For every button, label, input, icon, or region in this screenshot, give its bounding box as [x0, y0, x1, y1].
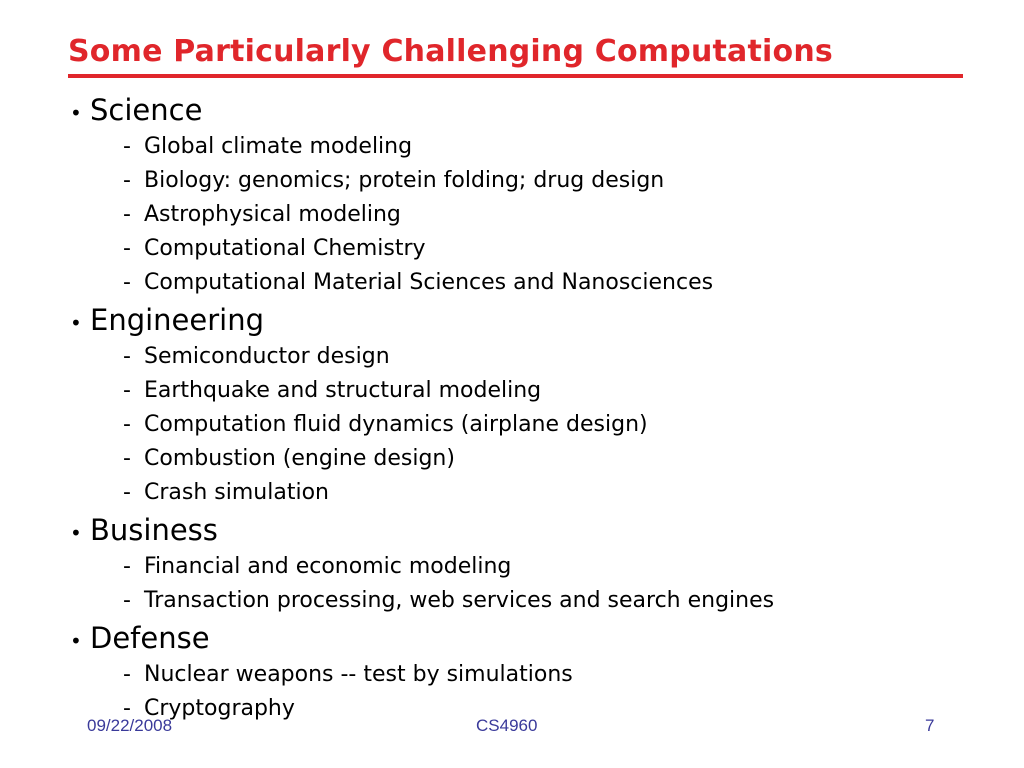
dash-icon: - — [123, 554, 131, 579]
bullet-heading — [70, 90, 970, 130]
section-heading: Science — [90, 93, 203, 127]
list-item — [123, 232, 970, 266]
bullet-icon: • — [70, 101, 82, 125]
dash-icon: - — [123, 134, 131, 159]
dash-icon: - — [123, 588, 131, 613]
bullet-icon: • — [70, 521, 82, 545]
dash-icon: - — [123, 344, 131, 369]
list-item — [123, 408, 970, 442]
section-science — [70, 90, 970, 300]
section-engineering — [70, 300, 970, 510]
bullet-icon: • — [70, 311, 82, 335]
list-item-text: Financial and economic modeling — [144, 554, 512, 579]
list-item-text: Global climate modeling — [144, 134, 413, 159]
list-item-text: Biology: genomics; protein folding; drug design — [144, 168, 665, 193]
list-item-text: Semiconductor design — [144, 344, 390, 369]
footer-course: CS4960 — [476, 716, 538, 735]
list-item-text: Transaction processing, web services and search engines — [144, 588, 775, 613]
dash-icon: - — [123, 446, 131, 471]
list-item-text: Computation fluid dynamics (airplane design) — [144, 412, 648, 437]
dash-icon: - — [123, 480, 131, 505]
list-item-text: Computational Chemistry — [144, 236, 426, 261]
bullet-heading — [70, 510, 970, 550]
list-item-text: Combustion (engine design) — [144, 446, 455, 471]
footer-page-number: 7 — [925, 716, 935, 735]
bullet-content — [70, 90, 970, 726]
bullet-heading — [70, 618, 970, 658]
list-item — [123, 164, 970, 198]
dash-icon: - — [123, 168, 131, 193]
list-item — [123, 340, 970, 374]
dash-icon: - — [123, 662, 131, 687]
slide-title: Some Particularly Challenging Computations — [68, 34, 833, 69]
section-heading: Engineering — [90, 303, 264, 337]
list-item-text: Computational Material Sciences and Nanosciences — [144, 270, 714, 295]
dash-icon: - — [123, 202, 131, 227]
list-item — [123, 658, 970, 692]
list-item — [123, 130, 970, 164]
dash-icon: - — [123, 696, 131, 721]
list-item — [123, 550, 970, 584]
dash-icon: - — [123, 412, 131, 437]
title-underline — [68, 74, 963, 78]
section-heading: Business — [90, 513, 218, 547]
list-item — [123, 198, 970, 232]
footer-date: 09/22/2008 — [87, 716, 173, 735]
list-item-text: Crash simulation — [144, 480, 329, 505]
section-heading: Defense — [90, 621, 210, 655]
dash-icon: - — [123, 236, 131, 261]
dash-icon: - — [123, 270, 131, 295]
section-defense — [70, 618, 970, 726]
list-item-text: Astrophysical modeling — [144, 202, 401, 227]
list-item-text: Cryptography — [144, 696, 295, 721]
list-item-text: Nuclear weapons -- test by simulations — [144, 662, 573, 687]
list-item — [123, 442, 970, 476]
list-item — [123, 374, 970, 408]
bullet-icon: • — [70, 629, 82, 653]
list-item — [123, 266, 970, 300]
list-item — [123, 584, 970, 618]
dash-icon: - — [123, 378, 131, 403]
list-item-text: Earthquake and structural modeling — [144, 378, 542, 403]
sub-list — [70, 130, 970, 300]
sub-list — [70, 550, 970, 618]
section-business — [70, 510, 970, 618]
list-item — [123, 476, 970, 510]
sub-list — [70, 340, 970, 510]
list-item — [123, 692, 970, 726]
bullet-heading — [70, 300, 970, 340]
